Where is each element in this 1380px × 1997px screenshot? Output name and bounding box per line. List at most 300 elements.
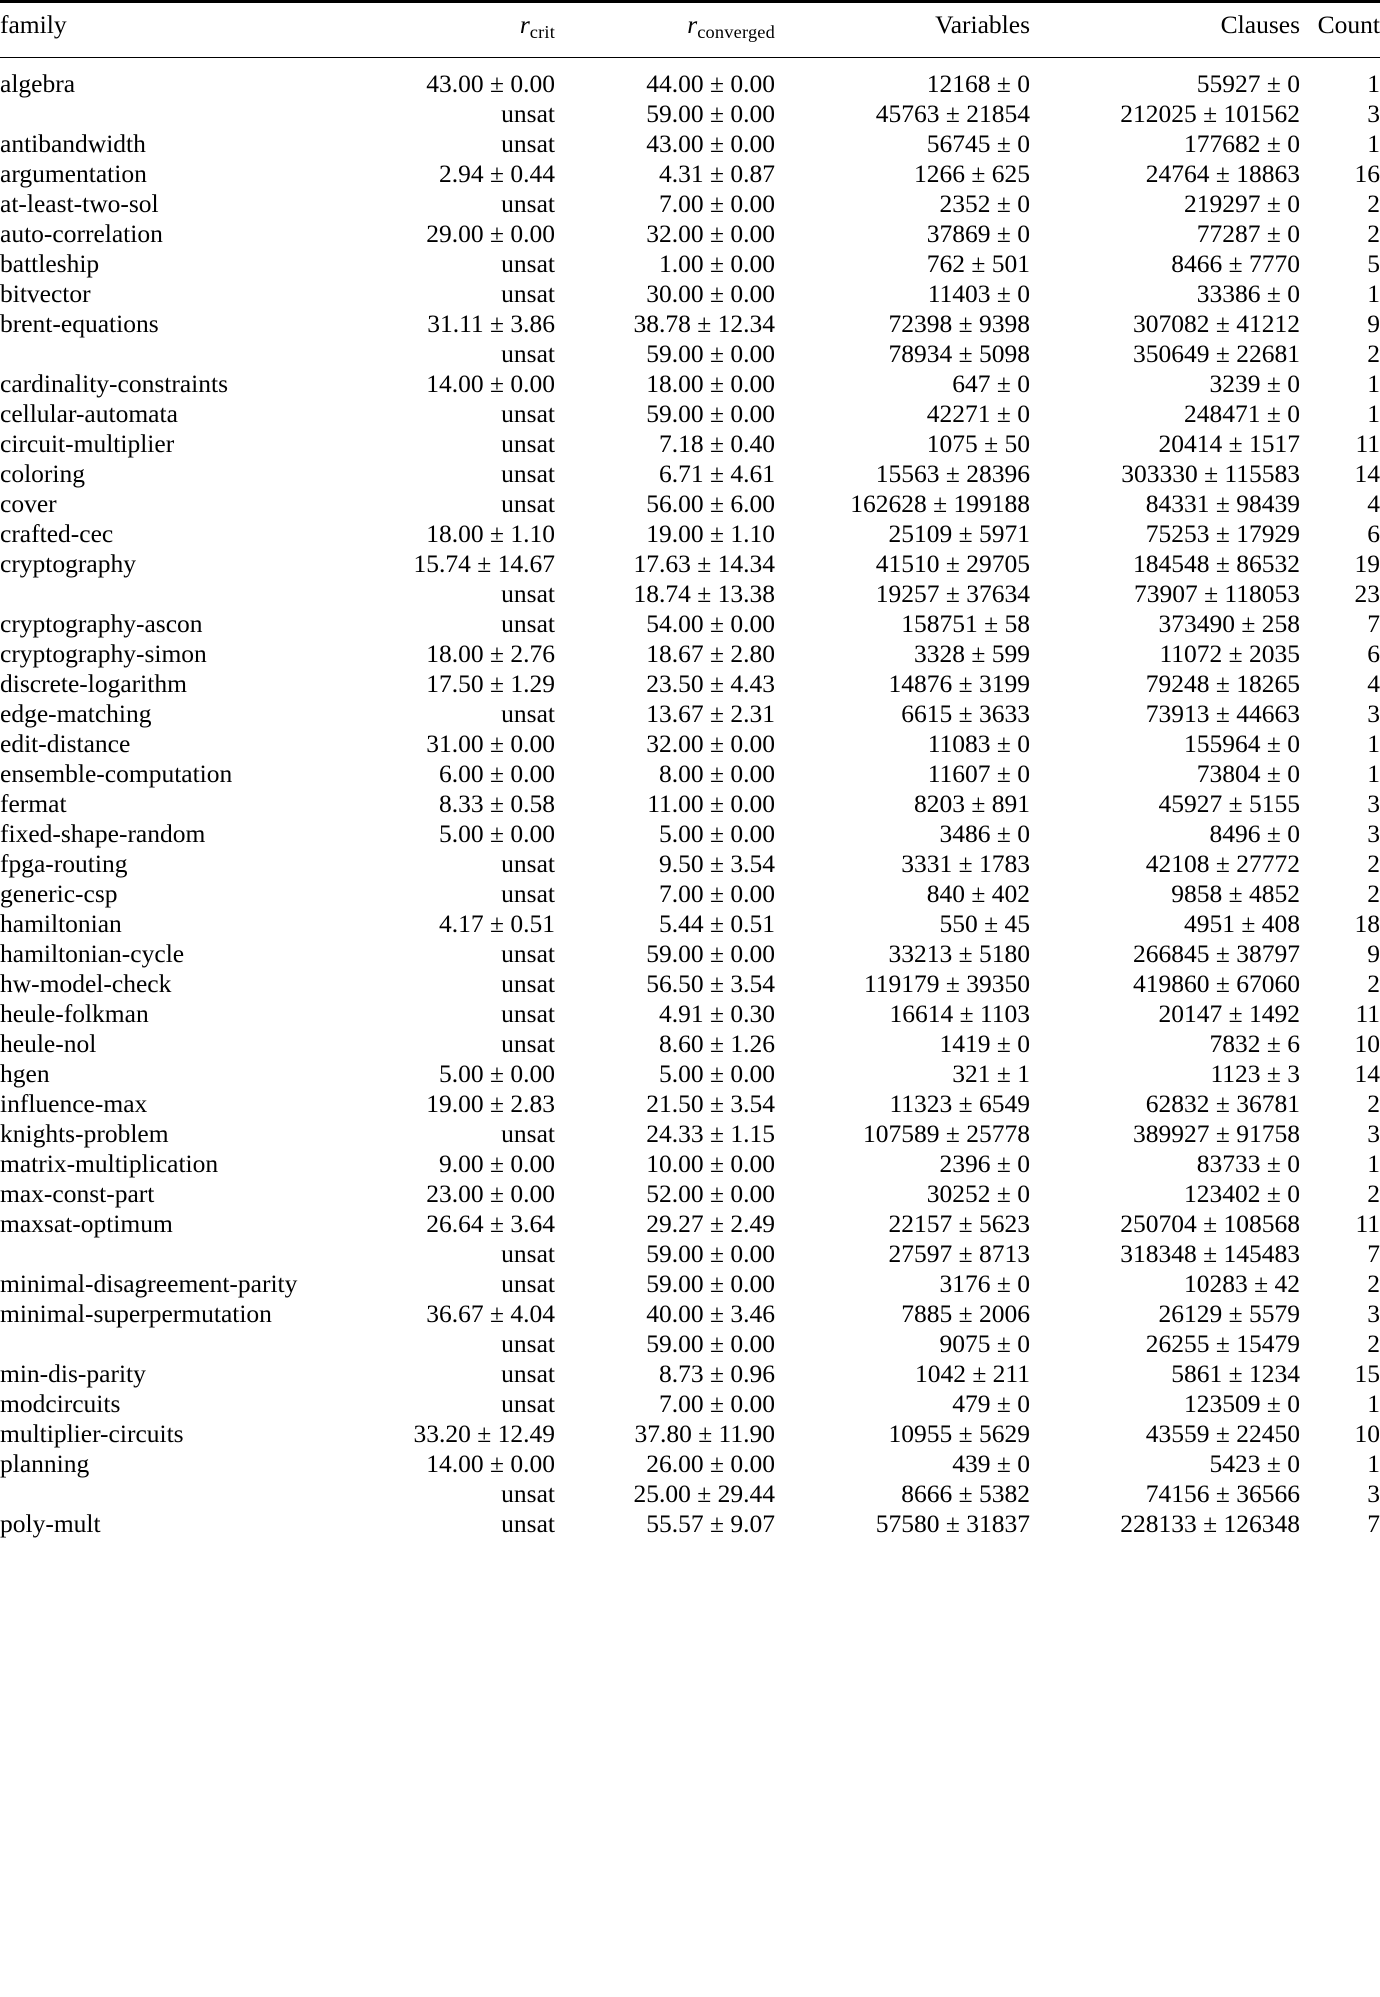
cell-r_converged: 32.00 ± 0.00 xyxy=(646,729,775,758)
cell-count: 14 xyxy=(1354,459,1380,488)
cell-variables: 11083 ± 0 xyxy=(927,729,1030,758)
cell-family: argumentation xyxy=(0,159,147,188)
column-header-variables: Variables xyxy=(935,10,1030,39)
cell-count: 1 xyxy=(1367,279,1380,308)
cell-count: 2 xyxy=(1367,1089,1380,1118)
cell-family: fermat xyxy=(0,789,67,818)
cell-count: 6 xyxy=(1367,639,1380,668)
cell-family: brent-equations xyxy=(0,309,159,338)
cell-variables: 647 ± 0 xyxy=(952,369,1030,398)
table-row xyxy=(0,1059,1380,1089)
cell-clauses: 45927 ± 5155 xyxy=(1158,789,1300,818)
cell-count: 3 xyxy=(1367,99,1380,128)
cell-family xyxy=(0,99,340,129)
cell-family: cardinality-constraints xyxy=(0,369,229,398)
cell-r_converged: 23.50 ± 4.43 xyxy=(646,669,775,698)
cell-family xyxy=(0,339,340,369)
cell-clauses: 11072 ± 2035 xyxy=(1159,639,1300,668)
cell-count: 5 xyxy=(1367,249,1380,278)
table-header xyxy=(0,2,1380,70)
cell-variables: 439 ± 0 xyxy=(952,1449,1030,1478)
table-row xyxy=(0,729,1380,759)
cell-variables: 16614 ± 1103 xyxy=(889,999,1030,1028)
cell-r_crit: unsat xyxy=(501,339,555,368)
cell-r_converged: 1.00 ± 0.00 xyxy=(659,249,775,278)
cell-count: 7 xyxy=(1367,609,1380,638)
cell-variables: 12168 ± 0 xyxy=(926,69,1030,98)
cell-r_crit: 4.17 ± 0.51 xyxy=(439,909,555,938)
cell-clauses: 33386 ± 0 xyxy=(1196,279,1300,308)
table-row xyxy=(0,189,1380,219)
cell-family: matrix-multiplication xyxy=(0,1149,219,1178)
cell-r_converged: 44.00 ± 0.00 xyxy=(646,69,775,98)
cell-r_crit: unsat xyxy=(501,1119,555,1148)
cell-family: multiplier-circuits xyxy=(0,1419,184,1448)
cell-variables: 8203 ± 891 xyxy=(914,789,1030,818)
cell-clauses: 42108 ± 27772 xyxy=(1145,849,1300,878)
cell-r_converged: 18.00 ± 0.00 xyxy=(646,369,775,398)
cell-clauses: 4951 ± 408 xyxy=(1184,909,1300,938)
cell-count: 1 xyxy=(1367,399,1380,428)
cell-count: 1 xyxy=(1367,759,1380,788)
cell-family: generic-csp xyxy=(0,879,118,908)
cell-count: 2 xyxy=(1367,1179,1380,1208)
cell-r_crit: 26.64 ± 3.64 xyxy=(426,1209,555,1238)
cell-variables: 30252 ± 0 xyxy=(926,1179,1030,1208)
table-row xyxy=(0,1119,1380,1149)
cell-family: influence-max xyxy=(0,1089,148,1118)
cell-variables: 550 ± 45 xyxy=(939,909,1030,938)
cell-family: edge-matching xyxy=(0,699,152,728)
cell-clauses: 373490 ± 258 xyxy=(1158,609,1300,638)
cell-r_converged: 18.74 ± 13.38 xyxy=(633,579,775,608)
cell-count: 15 xyxy=(1354,1359,1380,1388)
cell-count: 2 xyxy=(1367,219,1380,248)
cell-r_crit: unsat xyxy=(501,1509,555,1538)
cell-r_converged: 6.71 ± 4.61 xyxy=(659,459,775,488)
cell-r_crit: unsat xyxy=(501,1329,555,1358)
cell-r_converged: 54.00 ± 0.00 xyxy=(646,609,775,638)
cell-family: cryptography xyxy=(0,549,136,578)
table-row xyxy=(0,1389,1380,1419)
cell-variables: 107589 ± 25778 xyxy=(863,1119,1030,1148)
cell-family: maxsat-optimum xyxy=(0,1209,173,1238)
cell-count: 3 xyxy=(1367,789,1380,818)
cell-family: minimal-disagreement-parity xyxy=(0,1269,298,1298)
cell-family: coloring xyxy=(0,459,85,488)
cell-r_converged: 11.00 ± 0.00 xyxy=(647,789,775,818)
table-row xyxy=(0,369,1380,399)
cell-clauses: 5861 ± 1234 xyxy=(1171,1359,1300,1388)
table-row xyxy=(0,1209,1380,1239)
cell-count: 16 xyxy=(1354,159,1380,188)
cell-r_crit: unsat xyxy=(501,459,555,488)
column-header-r-converged xyxy=(555,3,775,58)
cell-count: 3 xyxy=(1367,1119,1380,1148)
cell-r_crit: unsat xyxy=(501,489,555,518)
cell-variables: 78934 ± 5098 xyxy=(888,339,1030,368)
cell-r_crit: 9.00 ± 0.00 xyxy=(439,1149,555,1178)
table-row xyxy=(0,1509,1380,1539)
cell-count: 3 xyxy=(1367,1479,1380,1508)
cell-family: crafted-cec xyxy=(0,519,114,548)
cell-r_converged: 59.00 ± 0.00 xyxy=(646,1329,775,1358)
table-row xyxy=(0,129,1380,159)
cell-count: 1 xyxy=(1367,1389,1380,1418)
cell-clauses: 73907 ± 118053 xyxy=(1133,579,1300,608)
cell-r_crit: unsat xyxy=(501,279,555,308)
cell-r_crit: unsat xyxy=(501,999,555,1028)
cell-r_converged: 26.00 ± 0.00 xyxy=(646,1449,775,1478)
cell-clauses: 8466 ± 7770 xyxy=(1171,249,1300,278)
cell-r_converged: 59.00 ± 0.00 xyxy=(646,1239,775,1268)
r-converged-symbol: r xyxy=(687,10,698,39)
cell-clauses: 83733 ± 0 xyxy=(1196,1149,1300,1178)
cell-r_crit: unsat xyxy=(501,189,555,218)
cell-r_converged: 59.00 ± 0.00 xyxy=(646,99,775,128)
cell-r_converged: 18.67 ± 2.80 xyxy=(646,639,775,668)
cell-clauses: 62832 ± 36781 xyxy=(1145,1089,1300,1118)
cell-clauses: 77287 ± 0 xyxy=(1196,219,1300,248)
cell-variables: 19257 ± 37634 xyxy=(875,579,1030,608)
cell-family: hgen xyxy=(0,1059,50,1088)
cell-r_converged: 8.73 ± 0.96 xyxy=(659,1359,775,1388)
cell-family: min-dis-parity xyxy=(0,1359,146,1388)
cell-r_crit: 31.11 ± 3.86 xyxy=(427,309,555,338)
cell-r_crit: unsat xyxy=(501,969,555,998)
cell-r_crit: unsat xyxy=(501,939,555,968)
cell-r_converged: 30.00 ± 0.00 xyxy=(646,279,775,308)
cell-variables: 321 ± 1 xyxy=(952,1059,1030,1088)
cell-count: 9 xyxy=(1367,939,1380,968)
table-row xyxy=(0,879,1380,909)
cell-r_converged: 8.00 ± 0.00 xyxy=(659,759,775,788)
cell-family: knights-problem xyxy=(0,1119,169,1148)
cell-count: 10 xyxy=(1354,1029,1380,1058)
r-crit-symbol: r xyxy=(519,10,530,39)
cell-r_converged: 5.00 ± 0.00 xyxy=(659,1059,775,1088)
cell-r_converged: 43.00 ± 0.00 xyxy=(646,129,775,158)
cell-variables: 9075 ± 0 xyxy=(939,1329,1030,1358)
table-row xyxy=(0,1029,1380,1059)
table-row xyxy=(0,99,1380,129)
table-row xyxy=(0,939,1380,969)
table-row xyxy=(0,219,1380,249)
cell-clauses: 219297 ± 0 xyxy=(1184,189,1300,218)
table-row xyxy=(0,459,1380,489)
cell-count: 7 xyxy=(1367,1239,1380,1268)
column-header-clauses: Clauses xyxy=(1220,10,1300,39)
cell-family: hamiltonian xyxy=(0,909,122,938)
cell-clauses: 20414 ± 1517 xyxy=(1158,429,1300,458)
cell-variables: 37869 ± 0 xyxy=(926,219,1030,248)
cell-clauses: 123402 ± 0 xyxy=(1184,1179,1300,1208)
cell-clauses: 8496 ± 0 xyxy=(1209,819,1300,848)
r-crit-subscript: crit xyxy=(529,21,555,42)
cell-r_converged: 7.18 ± 0.40 xyxy=(659,429,775,458)
cell-clauses: 55927 ± 0 xyxy=(1196,69,1300,98)
cell-r_converged: 52.00 ± 0.00 xyxy=(646,1179,775,1208)
cell-r_converged: 59.00 ± 0.00 xyxy=(646,399,775,428)
cell-r_crit: 23.00 ± 0.00 xyxy=(426,1179,555,1208)
table-row xyxy=(0,69,1380,99)
cell-count: 11 xyxy=(1355,1209,1380,1238)
column-header-r-crit xyxy=(340,3,555,58)
cell-variables: 11607 ± 0 xyxy=(927,759,1030,788)
cell-r_crit: unsat xyxy=(501,99,555,128)
cell-variables: 1042 ± 211 xyxy=(914,1359,1030,1388)
cell-clauses: 184548 ± 86532 xyxy=(1133,549,1300,578)
table-row xyxy=(0,159,1380,189)
cell-r_converged: 13.67 ± 2.31 xyxy=(646,699,775,728)
cell-variables: 42271 ± 0 xyxy=(926,399,1030,428)
table-row xyxy=(0,489,1380,519)
cell-r_crit: unsat xyxy=(501,429,555,458)
cell-family: bitvector xyxy=(0,279,91,308)
cell-r_converged: 25.00 ± 29.44 xyxy=(633,1479,775,1508)
cell-clauses: 250704 ± 108568 xyxy=(1120,1209,1300,1238)
cell-r_converged: 21.50 ± 3.54 xyxy=(646,1089,775,1118)
cell-r_crit: unsat xyxy=(501,1269,555,1298)
cell-variables: 11403 ± 0 xyxy=(927,279,1030,308)
column-header-row xyxy=(0,3,1380,58)
cell-r_crit: 19.00 ± 2.83 xyxy=(426,1089,555,1118)
cell-r_crit: unsat xyxy=(501,849,555,878)
column-header-count: Count xyxy=(1317,10,1380,39)
cell-family xyxy=(0,1329,340,1359)
cell-clauses: 266845 ± 38797 xyxy=(1133,939,1300,968)
table-row xyxy=(0,309,1380,339)
cell-family: cover xyxy=(0,489,57,518)
cell-r_converged: 8.60 ± 1.26 xyxy=(659,1029,775,1058)
cell-count: 18 xyxy=(1354,909,1380,938)
cell-r_crit: 29.00 ± 0.00 xyxy=(426,219,555,248)
cell-count: 2 xyxy=(1367,879,1380,908)
cell-r_crit: 8.33 ± 0.58 xyxy=(439,789,555,818)
cell-r_converged: 40.00 ± 3.46 xyxy=(646,1299,775,1328)
cell-r_crit: unsat xyxy=(501,129,555,158)
cell-variables: 11323 ± 6549 xyxy=(889,1089,1030,1118)
table-row xyxy=(0,1359,1380,1389)
cell-count: 3 xyxy=(1367,819,1380,848)
cell-r_crit: 14.00 ± 0.00 xyxy=(426,1449,555,1478)
cell-clauses: 84331 ± 98439 xyxy=(1145,489,1300,518)
cell-r_crit: 18.00 ± 2.76 xyxy=(426,639,555,668)
cell-r_crit: unsat xyxy=(501,1479,555,1508)
cell-count: 1 xyxy=(1367,729,1380,758)
cell-r_converged: 4.31 ± 0.87 xyxy=(659,159,775,188)
cell-variables: 14876 ± 3199 xyxy=(888,669,1030,698)
cell-variables: 45763 ± 21854 xyxy=(875,99,1030,128)
cell-r_crit: 5.00 ± 0.00 xyxy=(439,819,555,848)
cell-clauses: 318348 ± 145483 xyxy=(1120,1239,1300,1268)
cell-clauses: 123509 ± 0 xyxy=(1184,1389,1300,1418)
cell-variables: 15563 ± 28396 xyxy=(875,459,1030,488)
cell-r_converged: 5.44 ± 0.51 xyxy=(659,909,775,938)
cell-variables: 2352 ± 0 xyxy=(939,189,1030,218)
cell-r_crit: unsat xyxy=(501,399,555,428)
cell-r_crit: 5.00 ± 0.00 xyxy=(439,1059,555,1088)
cell-clauses: 10283 ± 42 xyxy=(1184,1269,1300,1298)
cell-family: planning xyxy=(0,1449,90,1478)
cell-clauses: 419860 ± 67060 xyxy=(1133,969,1300,998)
cell-count: 1 xyxy=(1367,69,1380,98)
table-row xyxy=(0,1179,1380,1209)
cell-r_crit: unsat xyxy=(501,879,555,908)
cell-r_crit: unsat xyxy=(501,1359,555,1388)
table-row xyxy=(0,609,1380,639)
cell-clauses: 155964 ± 0 xyxy=(1184,729,1300,758)
cell-count: 3 xyxy=(1367,1299,1380,1328)
cell-clauses: 212025 ± 101562 xyxy=(1120,99,1300,128)
table-row xyxy=(0,579,1380,609)
cell-family: discrete-logarithm xyxy=(0,669,187,698)
cell-r_converged: 59.00 ± 0.00 xyxy=(646,939,775,968)
table-body xyxy=(0,69,1380,1539)
cell-variables: 3486 ± 0 xyxy=(939,819,1030,848)
cell-clauses: 350649 ± 22681 xyxy=(1133,339,1300,368)
cell-count: 11 xyxy=(1355,999,1380,1028)
cell-clauses: 303330 ± 115583 xyxy=(1121,459,1300,488)
cell-count: 10 xyxy=(1354,1419,1380,1448)
table-row xyxy=(0,1329,1380,1359)
cell-count: 2 xyxy=(1367,849,1380,878)
cell-variables: 6615 ± 3633 xyxy=(901,699,1030,728)
cell-clauses: 7832 ± 6 xyxy=(1209,1029,1300,1058)
cell-family: fixed-shape-random xyxy=(0,819,206,848)
cell-clauses: 228133 ± 126348 xyxy=(1120,1509,1300,1538)
table-row xyxy=(0,1149,1380,1179)
cell-r_crit: 31.00 ± 0.00 xyxy=(426,729,555,758)
cell-clauses: 389927 ± 91758 xyxy=(1133,1119,1300,1148)
cell-r_crit: 43.00 ± 0.00 xyxy=(426,69,555,98)
cell-family: at-least-two-sol xyxy=(0,189,159,218)
cell-r_crit: unsat xyxy=(501,1239,555,1268)
table-row xyxy=(0,1239,1380,1269)
table-row xyxy=(0,639,1380,669)
cell-clauses: 73913 ± 44663 xyxy=(1145,699,1300,728)
cell-clauses: 74156 ± 36566 xyxy=(1145,1479,1300,1508)
cell-r_converged: 4.91 ± 0.30 xyxy=(659,999,775,1028)
cell-r_crit: 17.50 ± 1.29 xyxy=(426,669,555,698)
cell-count: 1 xyxy=(1367,129,1380,158)
cell-count: 1 xyxy=(1367,1149,1380,1178)
table-row xyxy=(0,519,1380,549)
table-row xyxy=(0,549,1380,579)
cell-variables: 479 ± 0 xyxy=(952,1389,1030,1418)
cell-count: 2 xyxy=(1367,189,1380,218)
cell-r_converged: 7.00 ± 0.00 xyxy=(659,189,775,218)
cell-r_converged: 17.63 ± 14.34 xyxy=(633,549,775,578)
cell-r_crit: 2.94 ± 0.44 xyxy=(439,159,555,188)
table-row xyxy=(0,1299,1380,1329)
cell-variables: 119179 ± 39350 xyxy=(863,969,1030,998)
cell-count: 2 xyxy=(1367,1269,1380,1298)
cell-family: cellular-automata xyxy=(0,399,178,428)
cell-clauses: 26129 ± 5579 xyxy=(1158,1299,1300,1328)
cell-family: ensemble-computation xyxy=(0,759,233,788)
cell-clauses: 3239 ± 0 xyxy=(1209,369,1300,398)
cell-clauses: 177682 ± 0 xyxy=(1184,129,1300,158)
cell-family: antibandwidth xyxy=(0,129,146,158)
cell-clauses: 24764 ± 18863 xyxy=(1145,159,1300,188)
cell-family: heule-nol xyxy=(0,1029,97,1058)
cell-count: 4 xyxy=(1367,669,1380,698)
table-row xyxy=(0,789,1380,819)
cell-count: 23 xyxy=(1354,579,1380,608)
table-row xyxy=(0,699,1380,729)
cell-family: heule-folkman xyxy=(0,999,149,1028)
cell-family xyxy=(0,579,340,609)
cell-family xyxy=(0,1239,340,1269)
table-row xyxy=(0,1089,1380,1119)
column-header-family: family xyxy=(0,10,67,39)
cell-r_crit: 36.67 ± 4.04 xyxy=(426,1299,555,1328)
cell-clauses: 307082 ± 41212 xyxy=(1133,309,1300,338)
cell-clauses: 75253 ± 17929 xyxy=(1145,519,1300,548)
cell-r_crit: unsat xyxy=(501,579,555,608)
cell-family: fpga-routing xyxy=(0,849,128,878)
cell-family: minimal-superpermutation xyxy=(0,1299,272,1328)
table-row xyxy=(0,339,1380,369)
cell-family: battleship xyxy=(0,249,100,278)
table-row xyxy=(0,249,1380,279)
cell-r_converged: 10.00 ± 0.00 xyxy=(646,1149,775,1178)
cell-clauses: 5423 ± 0 xyxy=(1209,1449,1300,1478)
cell-variables: 3176 ± 0 xyxy=(939,1269,1030,1298)
cell-r_crit: 15.74 ± 14.67 xyxy=(413,549,555,578)
cell-count: 9 xyxy=(1367,309,1380,338)
table-row xyxy=(0,279,1380,309)
cell-count: 14 xyxy=(1354,1059,1380,1088)
table-row xyxy=(0,909,1380,939)
cell-variables: 8666 ± 5382 xyxy=(901,1479,1030,1508)
cell-count: 2 xyxy=(1367,339,1380,368)
cell-count: 2 xyxy=(1367,969,1380,998)
cell-variables: 72398 ± 9398 xyxy=(888,309,1030,338)
cell-r_crit: unsat xyxy=(501,699,555,728)
cell-r_converged: 32.00 ± 0.00 xyxy=(646,219,775,248)
cell-r_converged: 55.57 ± 9.07 xyxy=(646,1509,775,1538)
cell-clauses: 73804 ± 0 xyxy=(1196,759,1300,788)
cell-variables: 3328 ± 599 xyxy=(914,639,1030,668)
cell-variables: 41510 ± 29705 xyxy=(875,549,1030,578)
cell-r_crit: 33.20 ± 12.49 xyxy=(413,1419,555,1448)
cell-r_converged: 38.78 ± 12.34 xyxy=(633,309,775,338)
cell-clauses: 79248 ± 18265 xyxy=(1145,669,1300,698)
cell-r_converged: 56.00 ± 6.00 xyxy=(646,489,775,518)
cell-variables: 1266 ± 625 xyxy=(914,159,1030,188)
cell-family: max-const-part xyxy=(0,1179,155,1208)
cell-r_converged: 24.33 ± 1.15 xyxy=(646,1119,775,1148)
cell-count: 3 xyxy=(1367,699,1380,728)
cell-count: 6 xyxy=(1367,519,1380,548)
cell-clauses: 9858 ± 4852 xyxy=(1171,879,1300,908)
table-row xyxy=(0,1479,1380,1509)
cell-count: 1 xyxy=(1367,369,1380,398)
cell-r_crit: unsat xyxy=(501,1389,555,1418)
cell-variables: 33213 ± 5180 xyxy=(888,939,1030,968)
cell-clauses: 26255 ± 15479 xyxy=(1145,1329,1300,1358)
cell-family: circuit-multiplier xyxy=(0,429,175,458)
cell-variables: 22157 ± 5623 xyxy=(888,1209,1030,1238)
cell-variables: 1075 ± 50 xyxy=(926,429,1030,458)
cell-clauses: 1123 ± 3 xyxy=(1210,1059,1300,1088)
table-row xyxy=(0,819,1380,849)
cell-r_converged: 59.00 ± 0.00 xyxy=(646,339,775,368)
cell-variables: 840 ± 402 xyxy=(926,879,1030,908)
cell-count: 11 xyxy=(1355,429,1380,458)
